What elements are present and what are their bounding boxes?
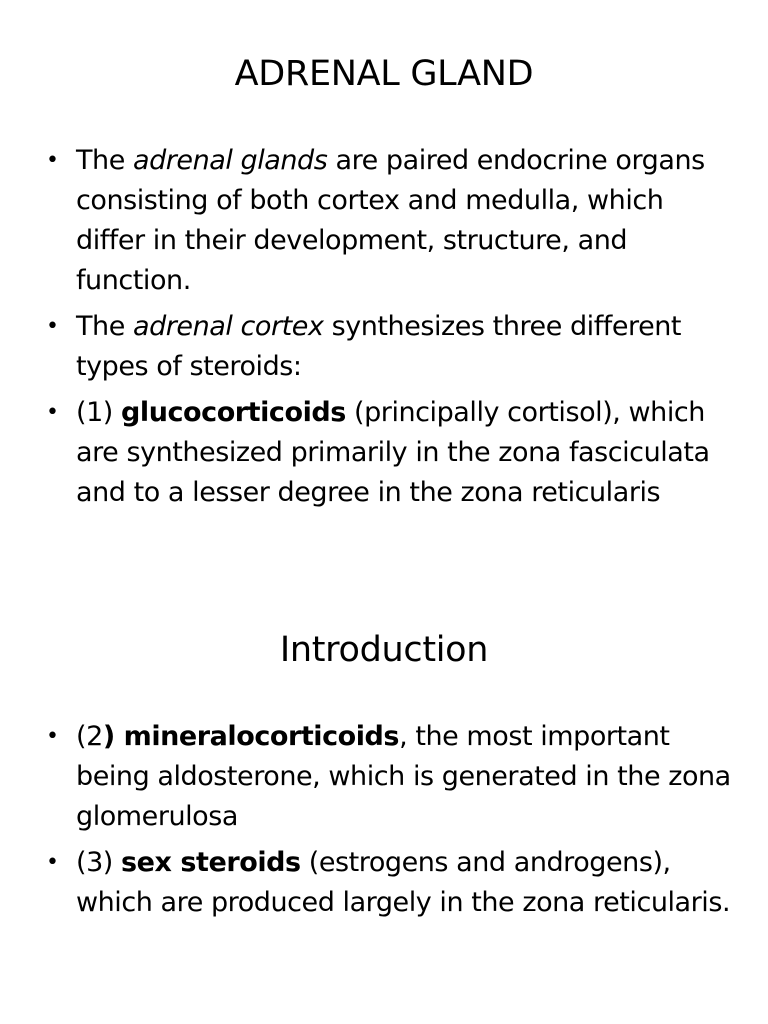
bullet-text-post: , the most important being aldosterone, which is generated in the zona glomerulosa — [76, 721, 731, 832]
bullet-text-bold: ) mineralocorticoids — [102, 721, 400, 752]
bullet-text-pre: The — [76, 145, 133, 176]
bullet-item-mineralocorticoids — [46, 717, 736, 837]
bullet-text-emphasis: adrenal cortex — [133, 311, 324, 342]
bullet-icon: • — [46, 314, 59, 339]
bullet-icon: • — [46, 400, 59, 425]
slide-title: ADRENAL GLAND — [234, 54, 534, 94]
bullet-item-adrenal-cortex — [46, 307, 736, 387]
bullet-list — [46, 141, 736, 519]
bullet-text-pre: (2 — [76, 721, 103, 752]
bullet-text-post: are paired endocrine organs consisting of both cortex and medulla, which differ in their development, structure, and function. — [76, 145, 705, 296]
bullet-icon: • — [46, 148, 59, 173]
bullet-text-post: (principally cortisol), which are synthesized primarily in the zona fasciculata and to a lesser degree in the zona reticularis — [76, 397, 710, 508]
slide-introduction — [0, 576, 768, 1024]
bullet-text-emphasis: adrenal glands — [133, 145, 328, 176]
bullet-text-pre: The — [76, 311, 133, 342]
slide-title: Introduction — [279, 630, 489, 670]
bullet-text-post: synthesizes three different types of steroids: — [76, 311, 682, 382]
bullet-item-sex-steroids — [46, 843, 736, 923]
bullet-icon: • — [46, 850, 59, 875]
bullet-text-bold: glucocorticoids — [121, 397, 346, 428]
bullet-text-pre: (3) — [76, 847, 122, 878]
bullet-text-bold: sex steroids — [121, 847, 301, 878]
bullet-item-glucocorticoids — [46, 393, 736, 513]
bullet-list — [46, 717, 736, 929]
bullet-text-pre: (1) — [76, 397, 122, 428]
bullet-text-post: (estrogens and androgens), which are produced largely in the zona reticularis. — [76, 847, 731, 918]
bullet-item-adrenal-glands — [46, 141, 736, 301]
bullet-icon: • — [46, 724, 59, 749]
